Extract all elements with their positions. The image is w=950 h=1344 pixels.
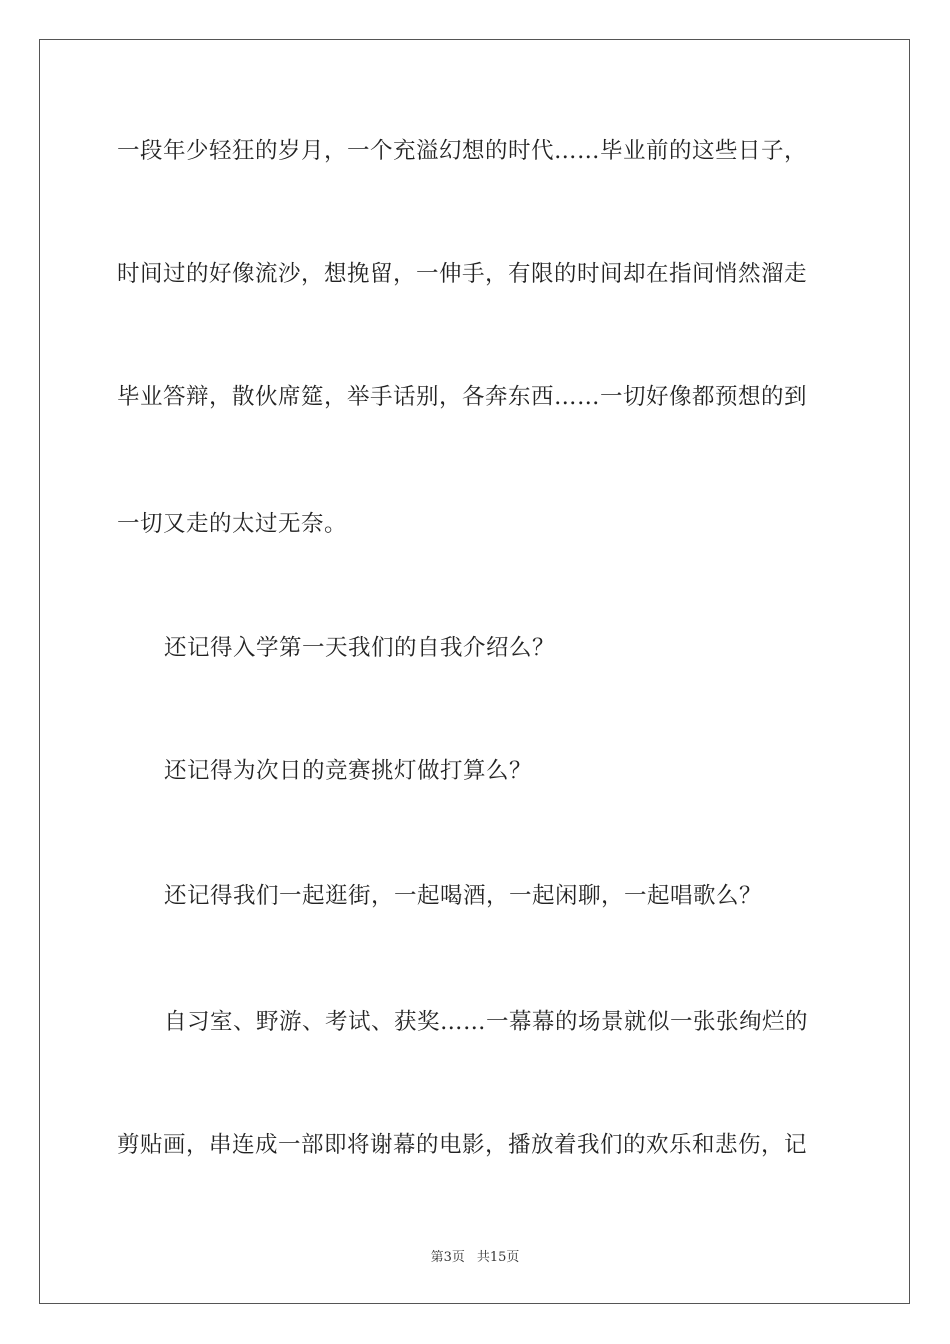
paragraph-line-4: 一切又走的太过无奈。 — [117, 511, 348, 537]
paragraph-line-6: 还记得为次日的竞赛挑灯做打算么？ — [164, 758, 533, 784]
page-border — [39, 39, 910, 1304]
paragraph-line-8: 自习室、野游、考试、获奖……一幕幕的场景就似一张张绚烂的 — [164, 1009, 809, 1035]
paragraph-line-5: 还记得入学第一天我们的自我介绍么？ — [164, 635, 556, 661]
paragraph-line-7: 还记得我们一起逛街，一起喝酒，一起闲聊，一起唱歌么？ — [164, 883, 763, 909]
page-total: 共15页 — [476, 1250, 520, 1265]
paragraph-line-2: 时间过的好像流沙，想挽留，一伸手，有限的时间却在指间悄然溜走 — [117, 261, 808, 287]
paragraph-line-1: 一段年少轻狂的岁月，一个充溢幻想的时代……毕业前的这些日子， — [117, 138, 808, 164]
paragraph-line-3: 毕业答辩，散伙席筵，举手话别，各奔东西……一切好像都预想的到 — [117, 384, 808, 410]
paragraph-line-9: 剪贴画，串连成一部即将谢幕的电影，播放着我们的欢乐和悲伤，记 — [117, 1132, 808, 1158]
page-number: 第3页 — [430, 1250, 465, 1265]
page-footer — [0, 1246, 950, 1265]
